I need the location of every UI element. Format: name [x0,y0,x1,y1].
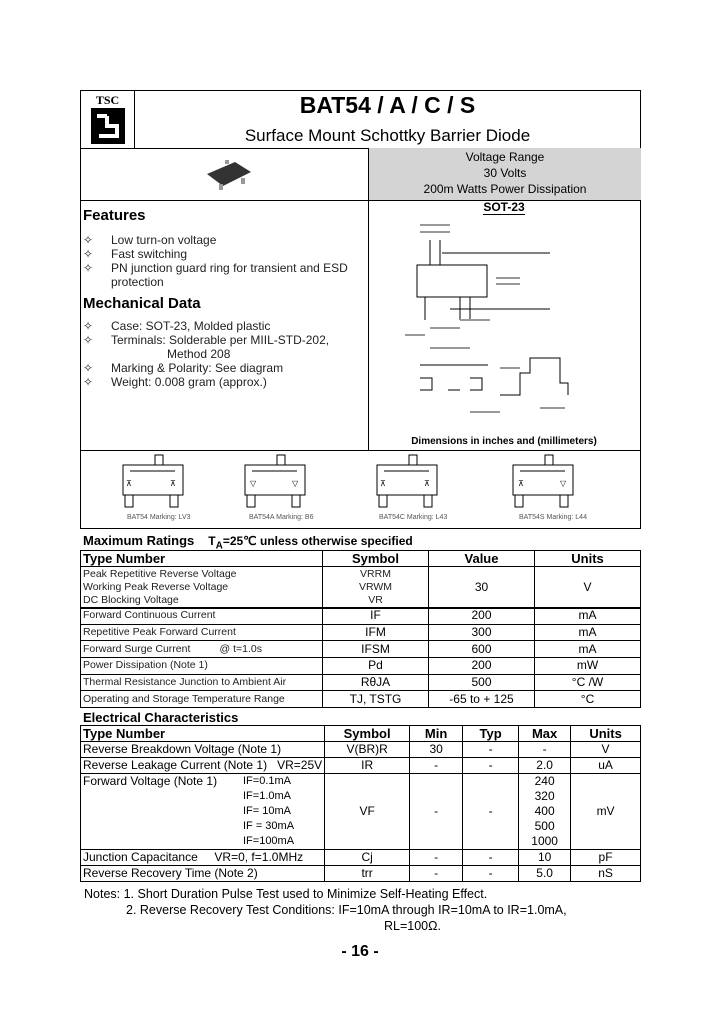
page-title: BAT54 / A / C / S [299,92,476,118]
svg-text:▽: ▽ [560,479,567,488]
table-row: Operating and Storage Temperature Range TJ, TSTG -65 to + 125 °C [81,691,641,708]
table-row: Reverse Leakage Current (Note 1) VR=25V IR - - 2.0 uA [81,758,641,774]
table-row: Forward Surge Current @ t=1.0s IFSM 600 mA [81,641,641,658]
svg-text:⊼: ⊼ [170,479,176,488]
table-row: Reverse Recovery Time (Note 2) trr - - 5.0 nS [81,866,641,882]
feature-item: ✧ Low turn-on voltage [83,233,217,247]
marking-label: BAT54S Marking: L44 [519,514,587,521]
electrical-heading: Electrical Characteristics [83,710,239,725]
table-row: Forward Continuous Current IF 200 mA [81,608,641,625]
svg-text:⊼: ⊼ [424,479,430,488]
mechanical-item: ✧ Weight: 0.008 gram (approx.) [83,375,267,389]
marking-diagram [120,453,210,508]
note-1: Notes: 1. Short Duration Pulse Test used to Minimize Self-Heating Effect. [84,887,488,901]
package-dimension-drawing [400,220,570,425]
package-title: SOT-23 [483,200,525,214]
max-ratings-heading: Maximum Ratings $T_A=25℃$ unless otherwise specified [83,533,413,552]
marking-diagram [242,453,332,508]
logo [80,90,135,149]
feature-item: ✧ PN junction guard ring for transient and ESD protection [83,261,348,289]
table-row: Forward Voltage (Note 1) IF=0.1mA IF=1.0mA IF= 10mA IF = 30mA IF=100mA VF - - 240 320 400 500 1000 mV [81,774,641,850]
voltage-range-label: Voltage Range [465,150,545,164]
svg-text:⊼: ⊼ [126,479,132,488]
dimensions-caption: Dimensions in inches and (millimeters) [411,436,597,447]
marking-diagram [510,453,600,508]
mechanical-item: ✧ Terminals: Solderable per MIIL-STD-202, [83,333,330,347]
electrical-table: Type Number Symbol Min Typ Max Units Reverse Breakdown Voltage (Note 1) V(BR)R 30 - - V Reverse Leakage Current (Note 1) VR=25V IR - - 2.0 uA Forward Voltage (Note 1) IF=0.1mA IF=1.0mA IF= 10mA IF = 30mA IF=100mA VF - - 240 320 400 500 1000 mV Junction Capacitance VR=0, f=1.0MHz Cj - - 10 pF Reverse Recovery Time (Note 2) trr - - 5.0 nS [80,725,641,882]
voltage-value: 30 Volts [483,166,527,180]
svg-text:⊼: ⊼ [518,479,524,488]
tsc-logo-icon [91,108,125,144]
mechanical-item: Method 208 [167,347,231,361]
features-section [83,207,363,389]
features-heading: Features [83,207,146,224]
max-ratings-table-body [80,607,641,708]
notes [84,886,567,934]
table-row: Peak Repetitive Reverse Voltage Working Peak Reverse Voltage DC Blocking Voltage VRRM VRWM VR 30 V [81,567,641,609]
svg-text:▽: ▽ [250,479,257,488]
svg-text:⊼: ⊼ [380,479,386,488]
table-row: Thermal Resistance Junction to Ambient Air RθJA 500 °C /W [81,674,641,691]
note-2-rl: RL=100Ω. [384,919,441,933]
table-row: Power Dissipation (Note 1) Pd 200 mW [81,658,641,675]
table-row: Reverse Breakdown Voltage (Note 1) V(BR)R 30 - - V [81,742,641,758]
marking-label: BAT54A Marking: B6 [249,514,314,521]
note-2: 2. Reverse Recovery Test Conditions: IF=10mA through IR=10mA to IR=1.0mA, [126,903,567,917]
marking-diagram [374,453,464,508]
divider [80,450,641,451]
mechanical-item: ✧ Case: SOT-23, Molded plastic [83,319,271,333]
marking-label: BAT54 Marking: LV3 [127,514,191,521]
power-dissipation: 200m Watts Power Dissipation [423,182,587,196]
divider [368,148,369,450]
table-row: Junction Capacitance VR=0, f=1.0MHz Cj - - 10 pF [81,850,641,866]
page-subtitle: Surface Mount Schottky Barrier Diode [244,126,531,145]
page-number: - 16 - [341,943,379,960]
feature-item: ✧ Fast switching [83,247,188,261]
table-row: Repetitive Peak Forward Current IFM 300 mA [81,624,641,641]
mechanical-item: ✧ Marking & Polarity: See diagram [83,361,284,375]
mechanical-heading: Mechanical Data [83,295,201,312]
svg-text:▽: ▽ [292,479,299,488]
package-photo [205,158,255,194]
max-ratings-table: Type Number Symbol Value Units Peak Repetitive Reverse Voltage Working Peak Reverse Voltage DC Blocking Voltage VRRM VRWM VR 30 V [80,550,641,609]
specs-panel [368,148,641,200]
marking-label: BAT54C Marking: L43 [379,514,448,521]
logo-text: TSC [95,93,120,107]
